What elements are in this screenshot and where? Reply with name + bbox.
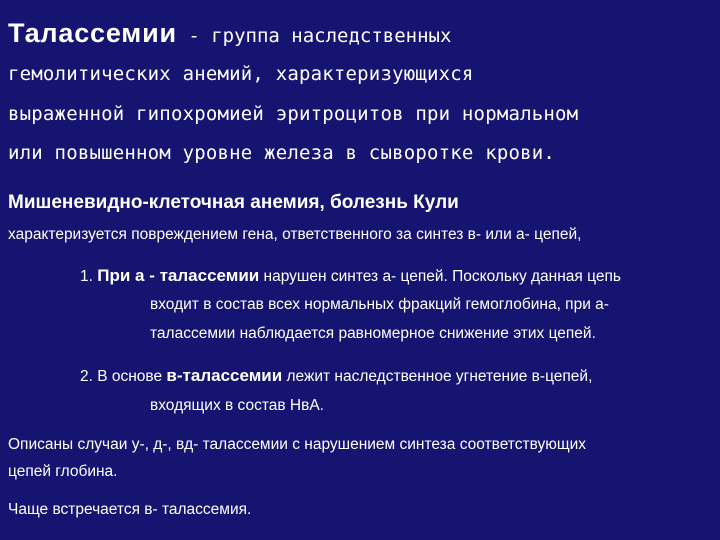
title-term: Талассемии xyxy=(8,18,177,48)
subheading: Мишеневидно-клеточная анемия, болезнь Кули xyxy=(8,192,459,213)
item-1-number: 1. xyxy=(80,268,93,285)
intro-line-3: или повышенном уровне железа в сыворотке крови. xyxy=(8,142,556,164)
title-rest: - группа наследственных xyxy=(176,25,452,47)
note-line-2: цепей глобина. xyxy=(8,463,118,480)
item-2-line-2: входящих в состав НвА. xyxy=(150,397,324,414)
item-2-term: в-талассемии xyxy=(166,366,283,385)
note-line-1: Описаны случаи у-, д-, вд- талассемии с нарушением синтеза соответствующих xyxy=(8,436,587,453)
title-line xyxy=(8,18,451,49)
item-2-line-1 xyxy=(80,366,592,386)
item-1-term: При а - талассемии xyxy=(97,266,260,285)
conclusion: Чаще встречается в- талассемия. xyxy=(8,501,252,518)
item-2-prefix: 2. В основе xyxy=(80,368,167,385)
intro-line-1: гемолитических анемий, характеризующихся xyxy=(8,63,474,85)
description: характеризуется повреждением гена, ответственного за синтез в- или а- цепей, xyxy=(8,226,582,243)
item-1-line-2: входит в состав всех нормальных фракций гемоглобина, при а- xyxy=(150,296,609,313)
item-1-line-3: талассемии наблюдается равномерное снижение этих цепей. xyxy=(150,325,596,342)
intro-line-2: выраженной гипохромией эритроцитов при нормальном xyxy=(8,103,579,125)
item-2-rest: лежит наследственное угнетение в-цепей, xyxy=(282,368,593,385)
item-1-line-1 xyxy=(80,266,621,286)
item-1-rest: нарушен синтез а- цепей. Поскольку данная цепь xyxy=(259,268,621,285)
